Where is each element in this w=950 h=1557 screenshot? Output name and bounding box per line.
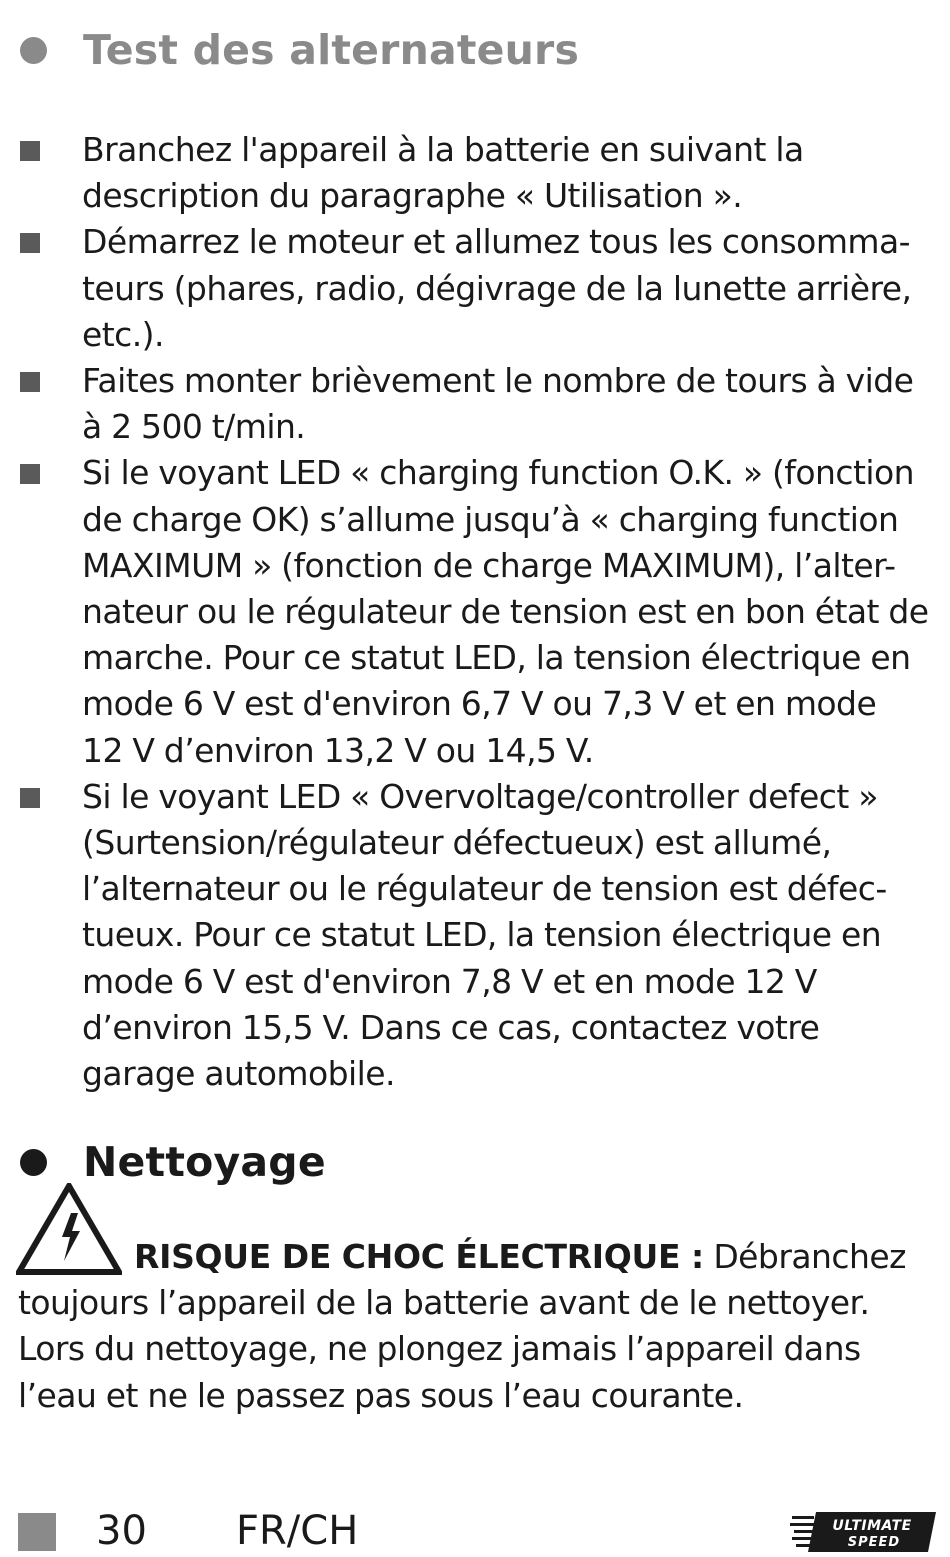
section-title-alternator-test: Test des alternateurs bbox=[83, 26, 580, 74]
list-item bbox=[0, 219, 950, 358]
text-line: de charge OK) s’allume jusqu’à « charging function bbox=[82, 499, 899, 539]
section-bullet-dot bbox=[20, 37, 47, 64]
text-line: MAXIMUM » (fonction de charge MAXIMUM), l’alter- bbox=[82, 545, 896, 585]
alternator-test-steps bbox=[0, 127, 950, 1097]
text-line: etc.). bbox=[82, 314, 164, 354]
section-bullet-dot bbox=[20, 1149, 47, 1176]
text-line: Si le voyant LED « charging function O.K. » (fonction bbox=[82, 453, 914, 493]
text-line: toujours l’appareil de la batterie avant de le nettoyer. bbox=[18, 1283, 870, 1323]
square-bullet-icon bbox=[20, 141, 40, 161]
text-line: teurs (phares, radio, dégivrage de la lunette arrière, bbox=[82, 268, 912, 308]
text-line: mode 6 V est d'environ 7,8 V et en mode 12 V bbox=[82, 961, 817, 1001]
section-title-cleaning: Nettoyage bbox=[83, 1138, 326, 1186]
logo-text-bottom: SPEED bbox=[847, 1535, 901, 1550]
text-line: mode 6 V est d'environ 6,7 V ou 7,3 V et en mode bbox=[82, 684, 877, 724]
square-bullet-icon bbox=[20, 788, 40, 808]
section-heading-alternator-test bbox=[20, 26, 579, 74]
logo-text-top: ULTIMATE bbox=[832, 1518, 912, 1534]
text-line: description du paragraphe « Utilisation ». bbox=[82, 176, 743, 216]
section-heading-cleaning bbox=[20, 1138, 326, 1186]
text-line: tueux. Pour ce statut LED, la tension électrique en bbox=[82, 915, 882, 955]
text-line: Branchez l'appareil à la batterie en suivant la bbox=[82, 130, 804, 169]
text-line: d’environ 15,5 V. Dans ce cas, contactez votre bbox=[82, 1007, 820, 1047]
text-line: Lors du nettoyage, ne plongez jamais l’appareil dans bbox=[18, 1329, 861, 1369]
square-bullet-icon bbox=[20, 464, 40, 484]
text-line: marche. Pour ce statut LED, la tension électrique en bbox=[82, 638, 911, 678]
page-footer bbox=[18, 1508, 936, 1554]
ultimate-speed-logo bbox=[790, 1508, 936, 1554]
electric-shock-warning bbox=[18, 1234, 938, 1419]
text-line: Faites monter brièvement le nombre de tours à vide bbox=[82, 361, 914, 401]
warning-first-line bbox=[18, 1234, 938, 1280]
text-line: à 2 500 t/min. bbox=[82, 407, 306, 447]
text-line: l’eau et ne le passez pas sous l’eau courante. bbox=[18, 1375, 744, 1415]
footer-square-icon bbox=[18, 1513, 56, 1551]
list-item bbox=[0, 358, 950, 450]
square-bullet-icon bbox=[20, 372, 40, 392]
page-number: 30 bbox=[96, 1508, 147, 1554]
list-item bbox=[0, 450, 950, 773]
language-code: FR/CH bbox=[236, 1508, 359, 1554]
text-line: 12 V d’environ 13,2 V ou 14,5 V. bbox=[82, 730, 594, 770]
text-line: l’alternateur ou le régulateur de tension est défec- bbox=[82, 869, 887, 909]
warning-text-start: Débranchez bbox=[703, 1237, 906, 1276]
text-line: nateur ou le régulateur de tension est en bon état de bbox=[82, 592, 929, 632]
text-line: (Surtension/régulateur défectueux) est allumé, bbox=[82, 823, 832, 863]
list-item bbox=[0, 774, 950, 1097]
list-item bbox=[0, 127, 950, 219]
text-line: Démarrez le moteur et allumez tous les consomma- bbox=[82, 222, 911, 262]
text-line: garage automobile. bbox=[82, 1054, 395, 1094]
warning-label: RISQUE DE CHOC ÉLECTRIQUE : bbox=[134, 1237, 704, 1276]
text-line: Si le voyant LED « Overvoltage/controller defect » bbox=[82, 776, 878, 816]
square-bullet-icon bbox=[20, 233, 40, 253]
